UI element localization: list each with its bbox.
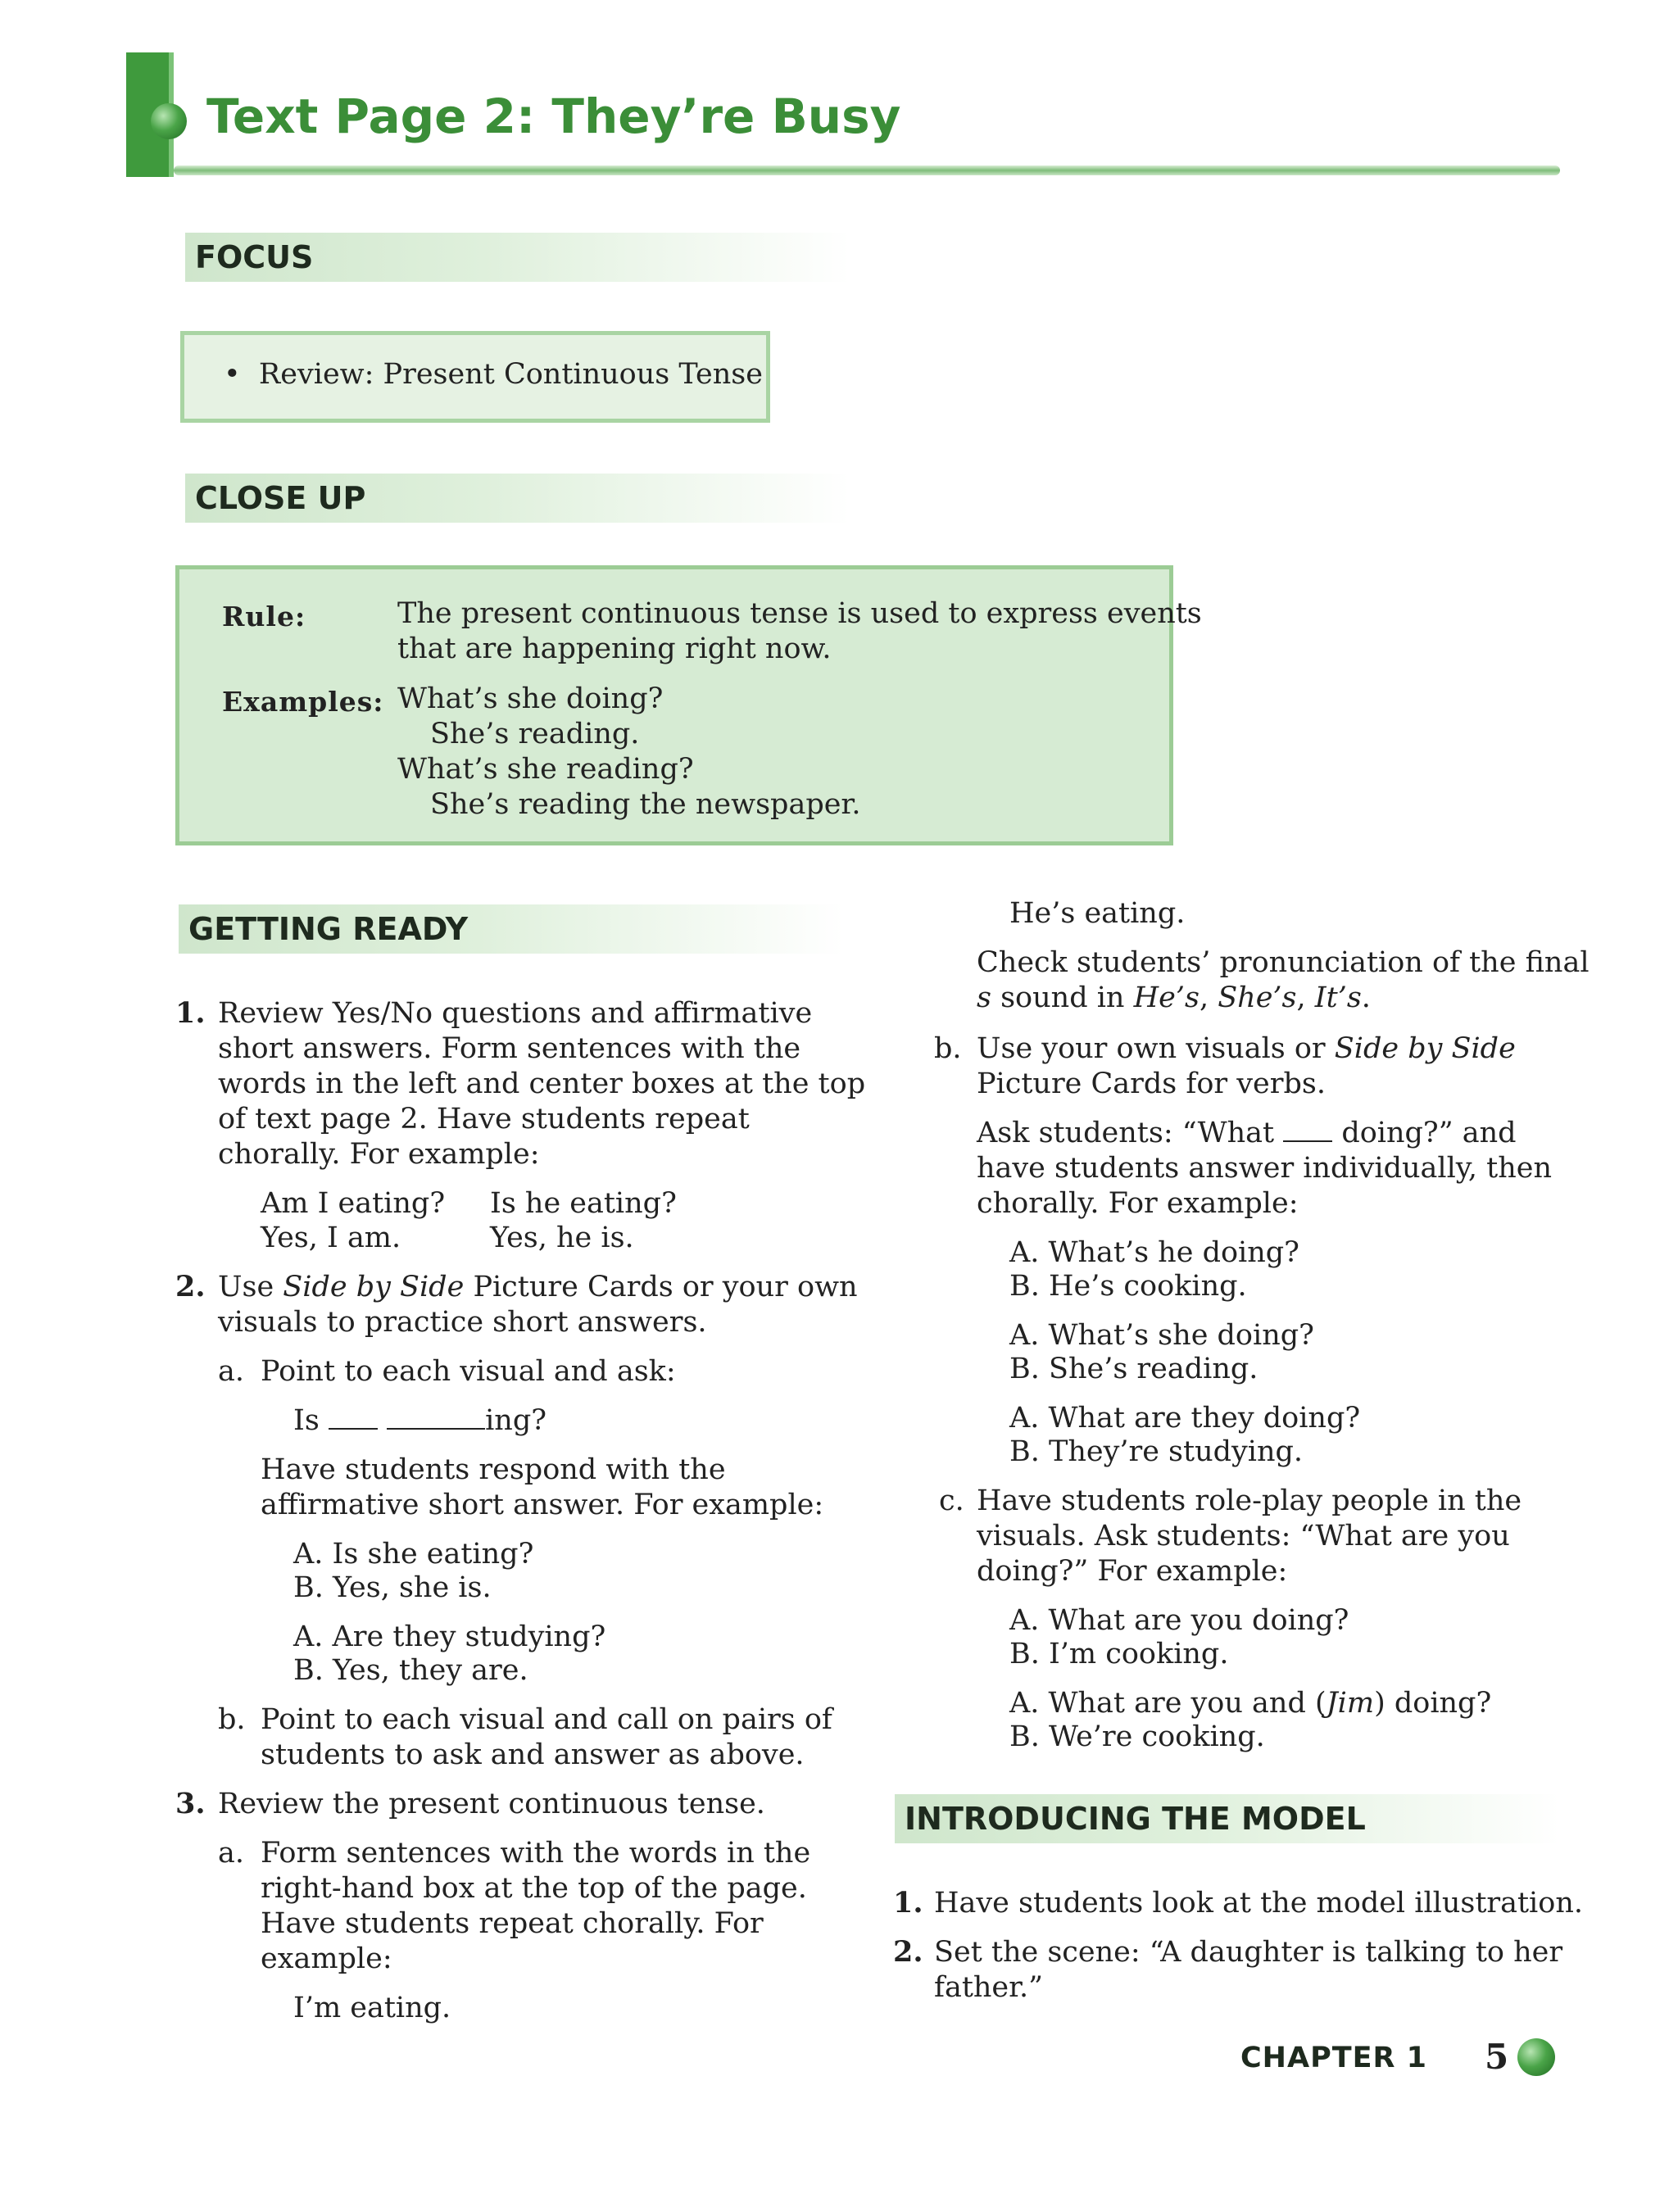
example-line: Yes, he is.	[490, 1222, 634, 1254]
text-line: Have students role-play people in the	[977, 1484, 1522, 1517]
example-line: A. Are they studying?	[293, 1620, 606, 1653]
example-line: Is he eating?	[490, 1187, 677, 1220]
sub-letter: a.	[218, 1837, 244, 1870]
text-line: Point to each visual and ask:	[261, 1355, 676, 1388]
sub-letter: b.	[218, 1703, 246, 1736]
example-line: She’s reading.	[430, 718, 640, 750]
sub-letter: a.	[218, 1355, 244, 1388]
text-line: example:	[261, 1942, 392, 1975]
example-line: She’s reading the newspaper.	[430, 788, 861, 821]
step-number: 1.	[893, 1886, 923, 1920]
example-line: B. He’s cooking.	[1009, 1270, 1247, 1303]
example-line: B. Yes, she is.	[293, 1571, 492, 1604]
rule-line: that are happening right now.	[397, 632, 832, 665]
example-line: What’s she reading?	[397, 753, 694, 786]
text-line: have students answer individually, then	[977, 1152, 1553, 1185]
step-number: 2.	[175, 1270, 206, 1303]
text-line: Have students repeat chorally. For	[261, 1907, 764, 1940]
text-line: Have students respond with the	[261, 1453, 726, 1486]
text-line: chorally. For example:	[977, 1187, 1299, 1220]
focus-header: FOCUS	[185, 233, 850, 282]
focus-box	[180, 331, 770, 423]
text-line: words in the left and center boxes at the top	[218, 1067, 866, 1100]
text-line: Review the present continuous tense.	[218, 1788, 765, 1820]
bullet-icon: •	[224, 358, 241, 391]
introducing-model-header: INTRODUCING THE MODEL	[895, 1794, 1560, 1843]
fill-in-question: Is ing?	[293, 1404, 546, 1437]
text-line: chorally. For example:	[218, 1138, 540, 1171]
example-line: A. What are you doing?	[1009, 1604, 1349, 1637]
blank-line	[387, 1405, 485, 1430]
blank-line	[329, 1405, 378, 1430]
rule-line: The present continuous tense is used to express events	[397, 597, 1202, 630]
text-line: Point to each visual and call on pairs of	[261, 1703, 832, 1736]
example-line: Am I eating?	[261, 1187, 446, 1220]
page-title: Text Page 2: They’re Busy	[206, 88, 901, 144]
focus-item: • Review: Present Continuous Tense	[224, 358, 763, 391]
text-line: doing?” For example:	[977, 1555, 1288, 1588]
text-line: s sound in He’s, She’s, It’s.	[977, 981, 1371, 1014]
example-line: B. They’re studying.	[1009, 1435, 1304, 1468]
page-number: 5	[1485, 2037, 1509, 2077]
examples-label: Examples:	[222, 686, 384, 718]
getting-ready-header: GETTING READY	[179, 904, 844, 954]
example-line: A. What are they doing?	[1009, 1402, 1361, 1435]
footer-chapter: CHAPTER 1	[1240, 2042, 1427, 2074]
sub-letter: c.	[939, 1484, 964, 1517]
text-line: Picture Cards for verbs.	[977, 1067, 1326, 1100]
text-line: right-hand box at the top of the page.	[261, 1872, 807, 1905]
close-up-box	[175, 565, 1202, 845]
text-line: of text page 2. Have students repeat	[218, 1103, 750, 1135]
example-line: A. Is she eating?	[293, 1538, 534, 1571]
text-line: Set the scene: “A daughter is talking to her	[934, 1936, 1563, 1969]
close-up-header: CLOSE UP	[185, 474, 850, 523]
step-number: 1.	[175, 996, 206, 1030]
text-line: father.”	[934, 1971, 1044, 2004]
example-line: A. What’s he doing?	[1009, 1236, 1299, 1269]
rule-label: Rule:	[222, 601, 306, 632]
text-line: Use your own visuals or Side by Side	[977, 1032, 1516, 1065]
example-line: B. Yes, they are.	[293, 1654, 528, 1687]
step-number: 3.	[175, 1787, 206, 1820]
example-line: I’m eating.	[293, 1992, 451, 2024]
example-line: B. We’re cooking.	[1009, 1720, 1265, 1753]
text-line: affirmative short answer. For example:	[261, 1489, 824, 1521]
example-line: He’s eating.	[1009, 897, 1186, 930]
text-line: visuals. Ask students: “What are you	[977, 1520, 1510, 1552]
example-line: A. What’s she doing?	[1009, 1319, 1314, 1352]
text-line: Review Yes/No questions and affirmative	[218, 997, 813, 1030]
green-ball-icon	[151, 103, 187, 139]
blank-line	[1283, 1117, 1332, 1142]
example-line: Yes, I am.	[261, 1222, 401, 1254]
green-ball-icon	[1517, 2038, 1555, 2076]
example-line: A. What are you and (Jim) doing?	[1009, 1687, 1492, 1720]
text-line: Use Side by Side Picture Cards or your own	[218, 1271, 858, 1303]
example-line: B. I’m cooking.	[1009, 1638, 1229, 1670]
text-line: Form sentences with the words in the	[261, 1837, 811, 1870]
title-divider	[174, 165, 1560, 175]
text-line: visuals to practice short answers.	[218, 1306, 707, 1339]
sub-letter: b.	[934, 1032, 962, 1065]
text-line: Ask students: “What doing?” and	[977, 1117, 1517, 1149]
step-number: 2.	[893, 1935, 923, 1969]
text-line: Have students look at the model illustration.	[934, 1887, 1583, 1920]
text-line: short answers. Form sentences with the	[218, 1032, 801, 1065]
text-line: students to ask and answer as above.	[261, 1738, 805, 1771]
example-line: B. She’s reading.	[1009, 1353, 1258, 1385]
text-line: Check students’ pronunciation of the final	[977, 946, 1590, 979]
example-line: What’s she doing?	[397, 682, 664, 715]
